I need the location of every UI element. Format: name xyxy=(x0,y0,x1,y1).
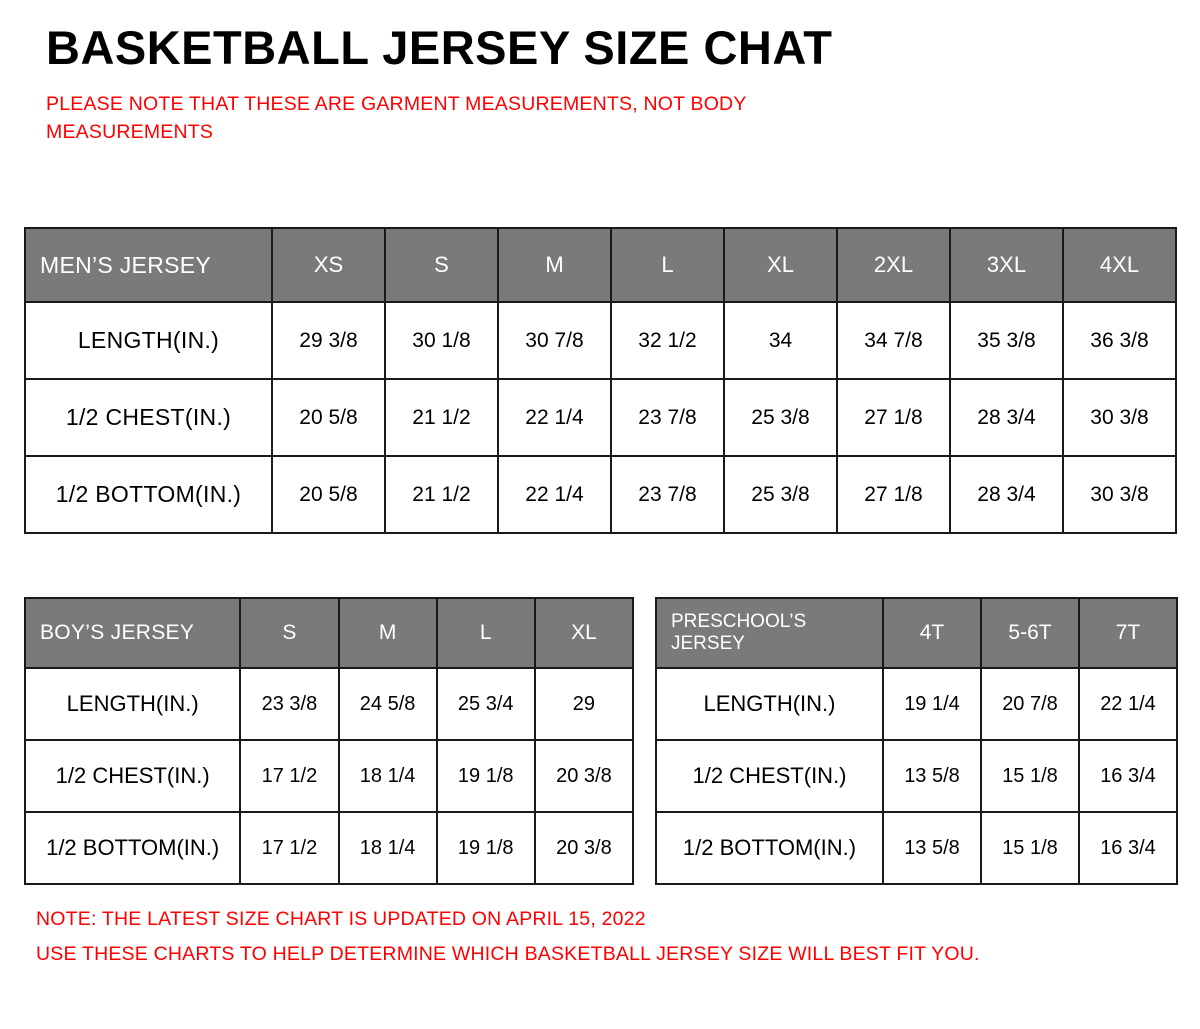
measurement-cell: 30 7/8 xyxy=(498,302,611,379)
column-header-size: 4T xyxy=(883,598,981,668)
measurement-cell: 23 7/8 xyxy=(611,456,724,533)
measurement-cell: 23 3/8 xyxy=(240,668,338,740)
table-row xyxy=(656,812,1177,884)
measurement-cell: 22 1/4 xyxy=(1079,668,1177,740)
column-header-size: M xyxy=(498,228,611,302)
measurement-cell: 20 3/8 xyxy=(535,740,633,812)
table-row xyxy=(25,740,633,812)
row-label: 1/2 BOTTOM(IN.) xyxy=(656,812,883,884)
measurement-cell: 32 1/2 xyxy=(611,302,724,379)
column-header-size: 2XL xyxy=(837,228,950,302)
measurement-cell: 20 3/8 xyxy=(535,812,633,884)
table-header-row xyxy=(656,598,1177,668)
mens-jersey-size-table xyxy=(24,227,1177,534)
measurement-cell: 24 5/8 xyxy=(339,668,437,740)
measurement-cell: 34 7/8 xyxy=(837,302,950,379)
row-label: LENGTH(IN.) xyxy=(25,668,240,740)
garment-measurement-note: PLEASE NOTE THAT THESE ARE GARMENT MEASUREMENTS, NOT BODY MEASUREMENTS xyxy=(46,92,747,143)
column-header-size: M xyxy=(339,598,437,668)
measurement-cell: 19 1/4 xyxy=(883,668,981,740)
measurement-cell: 28 3/4 xyxy=(950,379,1063,456)
measurement-cell: 15 1/8 xyxy=(981,740,1079,812)
measurement-cell: 25 3/4 xyxy=(437,668,535,740)
row-label: LENGTH(IN.) xyxy=(656,668,883,740)
measurement-cell: 30 1/8 xyxy=(385,302,498,379)
measurement-cell: 17 1/2 xyxy=(240,740,338,812)
measurement-cell: 21 1/2 xyxy=(385,456,498,533)
update-note: NOTE: THE LATEST SIZE CHART IS UPDATED ON APRIL 15, 2022 xyxy=(36,908,646,930)
measurement-cell: 16 3/4 xyxy=(1079,740,1177,812)
table-row xyxy=(25,302,1176,379)
measurement-cell: 23 7/8 xyxy=(611,379,724,456)
measurement-cell: 36 3/8 xyxy=(1063,302,1176,379)
preschool-jersey-size-table xyxy=(655,597,1178,885)
measurement-cell: 19 1/8 xyxy=(437,740,535,812)
measurement-cell: 29 3/8 xyxy=(272,302,385,379)
measurement-cell: 18 1/4 xyxy=(339,740,437,812)
measurement-cell: 25 3/8 xyxy=(724,379,837,456)
table-row xyxy=(25,379,1176,456)
measurement-cell: 22 1/4 xyxy=(498,379,611,456)
preschool-table-title: PRESCHOOL’S JERSEY xyxy=(656,598,883,668)
measurement-cell: 19 1/8 xyxy=(437,812,535,884)
table-row xyxy=(656,740,1177,812)
measurement-cell: 13 5/8 xyxy=(883,740,981,812)
row-label: 1/2 CHEST(IN.) xyxy=(656,740,883,812)
measurement-cell: 27 1/8 xyxy=(837,379,950,456)
measurement-cell: 20 5/8 xyxy=(272,379,385,456)
column-header-size: 7T xyxy=(1079,598,1177,668)
measurement-cell: 20 5/8 xyxy=(272,456,385,533)
column-header-size: 5-6T xyxy=(981,598,1079,668)
measurement-cell: 21 1/2 xyxy=(385,379,498,456)
column-header-size: 4XL xyxy=(1063,228,1176,302)
column-header-size: L xyxy=(611,228,724,302)
row-label: 1/2 BOTTOM(IN.) xyxy=(25,812,240,884)
measurement-cell: 15 1/8 xyxy=(981,812,1079,884)
measurement-cell: 18 1/4 xyxy=(339,812,437,884)
measurement-cell: 16 3/4 xyxy=(1079,812,1177,884)
boys-jersey-size-table xyxy=(24,597,634,885)
size-chart-page xyxy=(0,22,1200,1029)
table-header-row xyxy=(25,228,1176,302)
measurement-cell: 27 1/8 xyxy=(837,456,950,533)
column-header-size: XL xyxy=(724,228,837,302)
column-header-size: S xyxy=(240,598,338,668)
measurement-cell: 25 3/8 xyxy=(724,456,837,533)
table-row xyxy=(25,456,1176,533)
row-label: LENGTH(IN.) xyxy=(25,302,272,379)
measurement-cell: 35 3/8 xyxy=(950,302,1063,379)
measurement-cell: 30 3/8 xyxy=(1063,456,1176,533)
bottom-notes xyxy=(36,902,980,972)
row-label: 1/2 CHEST(IN.) xyxy=(25,740,240,812)
table-header-row xyxy=(25,598,633,668)
measurement-cell: 22 1/4 xyxy=(498,456,611,533)
column-header-size: XS xyxy=(272,228,385,302)
column-header-size: 3XL xyxy=(950,228,1063,302)
table-row xyxy=(25,668,633,740)
measurement-cell: 34 xyxy=(724,302,837,379)
usage-note: USE THESE CHARTS TO HELP DETERMINE WHICH BASKETBALL JERSEY SIZE WILL BEST FIT YOU. xyxy=(36,943,980,966)
mens-table-title: MEN’S JERSEY xyxy=(25,228,272,302)
row-label: 1/2 BOTTOM(IN.) xyxy=(25,456,272,533)
column-header-size: XL xyxy=(535,598,633,668)
page-title: BASKETBALL JERSEY SIZE CHAT xyxy=(46,21,833,74)
measurement-cell: 29 xyxy=(535,668,633,740)
column-header-size: S xyxy=(385,228,498,302)
measurement-cell: 28 3/4 xyxy=(950,456,1063,533)
table-row xyxy=(656,668,1177,740)
measurement-cell: 17 1/2 xyxy=(240,812,338,884)
measurement-cell: 20 7/8 xyxy=(981,668,1079,740)
boys-table-title: BOY’S JERSEY xyxy=(25,598,240,668)
measurement-cell: 13 5/8 xyxy=(883,812,981,884)
column-header-size: L xyxy=(437,598,535,668)
table-row xyxy=(25,812,633,884)
measurement-cell: 30 3/8 xyxy=(1063,379,1176,456)
row-label: 1/2 CHEST(IN.) xyxy=(25,379,272,456)
